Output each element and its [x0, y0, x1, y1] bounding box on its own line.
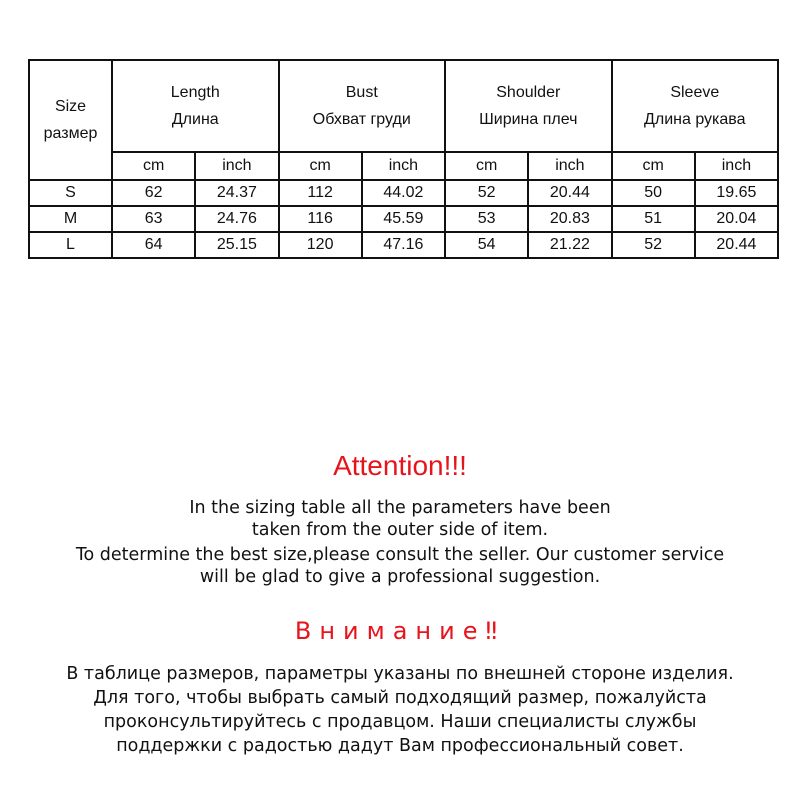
shoulder-inch-unit: inch	[528, 152, 611, 180]
shoulder-inch-cell: 20.83	[528, 206, 611, 232]
size-header-en: Size	[54, 98, 87, 115]
size-chart-table	[28, 59, 779, 259]
length-cm-cell: 63	[112, 206, 195, 232]
size-column-header	[29, 60, 112, 180]
bust-header	[279, 60, 446, 152]
sleeve-header-ru: Длина рукава	[644, 111, 746, 128]
table-header-row	[29, 60, 778, 152]
notice-line: поддержки с радостью дадут Вам профессиональный совет.	[116, 736, 684, 756]
sleeve-header	[612, 60, 779, 152]
attention-title-ru: Внимание‼	[294, 617, 506, 645]
shoulder-header-en: Shoulder	[496, 84, 561, 101]
shoulder-cm-cell: 52	[445, 180, 528, 206]
sleeve-inch-cell: 19.65	[695, 180, 778, 206]
notice-line: В таблице размеров, параметры указаны по внешней стороне изделия.	[66, 664, 734, 684]
size-header-ru: размер	[43, 125, 98, 142]
bust-cm-cell: 120	[279, 232, 362, 258]
length-cm-unit: cm	[112, 152, 195, 180]
notice-line: Для того, чтобы выбрать самый подходящий размер, пожалуйста	[93, 688, 707, 708]
notice-line: will be glad to give a professional suggestion.	[199, 567, 601, 587]
length-inch-cell: 24.37	[195, 180, 278, 206]
size-label: M	[29, 206, 112, 232]
size-label: S	[29, 180, 112, 206]
notice-line: To determine the best size,please consult the seller. Our customer service	[75, 545, 725, 565]
bust-inch-cell: 47.16	[362, 232, 445, 258]
sleeve-inch-unit: inch	[695, 152, 778, 180]
length-inch-cell: 24.76	[195, 206, 278, 232]
sleeve-cm-unit: cm	[612, 152, 695, 180]
notice-paragraph-en-1	[0, 497, 800, 541]
shoulder-cm-cell: 54	[445, 232, 528, 258]
notice-line: проконсультируйтесь с продавцом. Наши специалисты службы	[103, 712, 697, 732]
length-inch-cell: 25.15	[195, 232, 278, 258]
length-header	[112, 60, 279, 152]
units-row	[29, 152, 778, 180]
table-row	[29, 232, 778, 258]
table-row	[29, 180, 778, 206]
length-header-ru: Длина	[171, 111, 219, 128]
attention-title-en: Attention!!!	[333, 450, 467, 481]
bust-inch-cell: 44.02	[362, 180, 445, 206]
notice-paragraph-ru	[0, 662, 800, 758]
shoulder-cm-cell: 53	[445, 206, 528, 232]
table-row	[29, 206, 778, 232]
sleeve-header-en: Sleeve	[670, 84, 720, 101]
bust-cm-cell: 116	[279, 206, 362, 232]
sleeve-cm-cell: 50	[612, 180, 695, 206]
notice-line: taken from the outer side of item.	[251, 520, 549, 540]
bust-header-ru: Обхват груди	[312, 111, 411, 128]
shoulder-header-ru: Ширина плеч	[479, 111, 578, 128]
length-header-en: Length	[170, 84, 220, 101]
length-inch-unit: inch	[195, 152, 278, 180]
sleeve-cm-cell: 52	[612, 232, 695, 258]
shoulder-cm-unit: cm	[445, 152, 528, 180]
bust-cm-cell: 112	[279, 180, 362, 206]
shoulder-inch-cell: 21.22	[528, 232, 611, 258]
bust-cm-unit: cm	[279, 152, 362, 180]
shoulder-inch-cell: 20.44	[528, 180, 611, 206]
length-cm-cell: 62	[112, 180, 195, 206]
sleeve-inch-cell: 20.44	[695, 232, 778, 258]
size-label: L	[29, 232, 112, 258]
sleeve-inch-cell: 20.04	[695, 206, 778, 232]
shoulder-header	[445, 60, 612, 152]
bust-inch-unit: inch	[362, 152, 445, 180]
notice-line: In the sizing table all the parameters have been	[189, 498, 611, 518]
bust-inch-cell: 45.59	[362, 206, 445, 232]
sleeve-cm-cell: 51	[612, 206, 695, 232]
length-cm-cell: 64	[112, 232, 195, 258]
notice-paragraph-en-2	[0, 544, 800, 588]
bust-header-en: Bust	[345, 84, 378, 101]
